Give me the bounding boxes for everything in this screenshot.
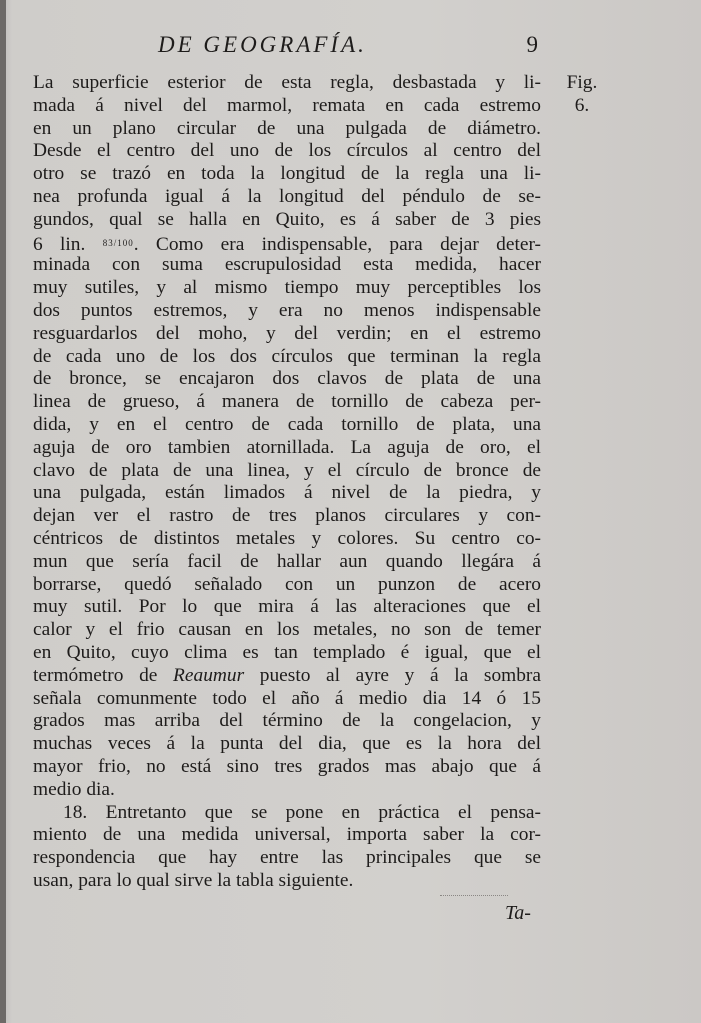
text-line: mayor frio, no está sino tres grados mas abajo que á [33, 755, 541, 777]
text-line: usan, para lo qual sirve la tabla siguiente. [33, 869, 354, 891]
text-line: linea de grueso, á manera de tornillo de cabeza per- [33, 391, 541, 413]
text-line: señala comunmente todo el año á medio dia 14 ó 15 [33, 687, 541, 709]
figure-margin-note [552, 72, 612, 118]
text-line: resguardarlos del moho, y del verdin; en el estremo [33, 322, 541, 344]
text-line: respondencia que hay entre las principales que se [33, 847, 541, 869]
text-line: mun que sería facil de hallar aun quando llegára á [33, 550, 541, 572]
text-line: otro se trazó en toda la longitud de la regla una li- [33, 163, 541, 185]
fraction: 83/100 [102, 237, 134, 248]
text-line: La superficie esterior de esta regla, desbastada y li- [33, 72, 541, 93]
text-line: calor y el frio causan en los metales, no son de temer [33, 619, 541, 641]
text-line: nea profunda igual á la longitud del péndulo de se- [33, 185, 541, 207]
text-line: dejan ver el rastro de tres planos circulares y con- [33, 505, 541, 527]
figure-number: 6. [574, 94, 590, 116]
text-line: en un plano circular de una pulgada de diámetro. [33, 117, 541, 139]
page-number: 9 [526, 32, 538, 57]
text-line: una pulgada, están limados á nivel de la piedra, y [33, 482, 541, 504]
text-line: minada con suma escrupulosidad esta medida, hacer [33, 254, 541, 276]
italic-name: Reaumur [173, 664, 245, 686]
text-line: grados mas arriba del término de la congelacion, y [33, 710, 541, 732]
text-line: muy sutiles, y al mismo tiempo muy perceptibles los [33, 277, 541, 299]
text-line: mada á nivel del marmol, remata en cada estremo [33, 94, 541, 116]
text-fragment: 6 lin. [33, 233, 86, 255]
text-line: muy sutil. Por lo que mira á las alteraciones que el [33, 596, 541, 618]
text-line: céntricos de distintos metales y colores. Su centro co- [33, 527, 541, 549]
catchword: Ta- [505, 902, 531, 924]
text-fragment: puesto al ayre y á la sombra [244, 664, 541, 686]
text-line: gundos, qual se halla en Quito, es á saber de 3 pies [33, 208, 541, 230]
page-header [158, 32, 538, 64]
text-line: medio dia. [33, 778, 115, 800]
text-line: de cada uno de los dos círculos que terminan la regla [33, 345, 541, 367]
text-line-with-fraction [33, 232, 541, 255]
text-line: aguja de oro tambien atornillada. La aguja de oro, el [33, 436, 541, 458]
text-line: en Quito, cuyo clima es tan templado é igual, que el [33, 641, 541, 663]
text-line: miento de una medida universal, importa saber la cor- [33, 824, 541, 846]
text-line-with-italic [33, 665, 541, 688]
text-line: dida, y en el centro de cada tornillo de plata, una [33, 413, 541, 435]
text-line: Desde el centro del uno de los círculos al centro del [33, 140, 541, 162]
text-line: 18. Entretanto que se pone en práctica el pensa- [63, 801, 541, 823]
text-line: de bronce, se encajaron dos clavos de plata de una [33, 368, 541, 390]
text-line: muchas veces á la punta del dia, que es la hora del [33, 733, 541, 755]
dotted-leader [440, 895, 508, 896]
text-line: dos puntos estremos, y era no menos indispensable [33, 299, 541, 321]
text-fragment: termómetro de [33, 664, 174, 686]
body-text [33, 72, 541, 893]
text-line: clavo de plata de una linea, y el círculo de bronce de [33, 459, 541, 481]
running-title: DE GEOGRAFÍA. [158, 32, 367, 57]
text-line: borrarse, quedó señalado con un punzon de acero [33, 573, 541, 595]
text-fragment: . Como era indispensable, para dejar deter- [133, 233, 541, 255]
figure-label: Fig. [566, 72, 598, 93]
